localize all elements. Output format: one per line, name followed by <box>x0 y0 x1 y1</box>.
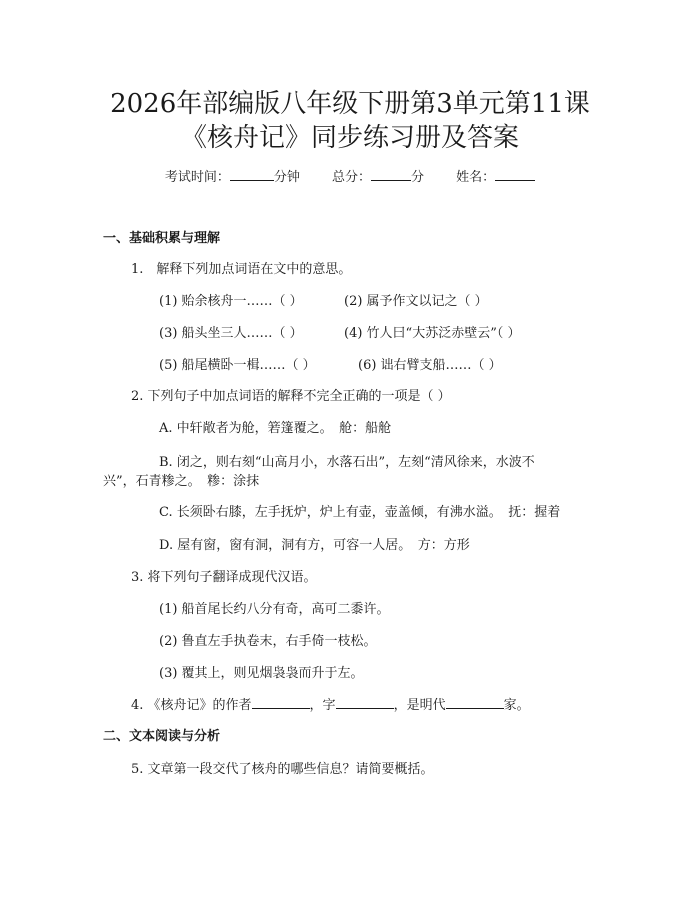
question-1-item-1: (1) 贻余核舟一……（ ） <box>159 294 303 309</box>
question-1-item-2: (2) 属予作文以记之（ ） <box>344 294 488 309</box>
page-title-line-1: 2026年部编版八年级下册第3单元第11课 <box>110 89 590 119</box>
question-3-item-2: (2) 鲁直左手执卷末，右手倚一枝松。 <box>159 634 377 649</box>
author-blank[interactable] <box>252 696 310 709</box>
student-name-field <box>456 170 535 185</box>
total-score-field <box>332 170 428 185</box>
question-3-item-1: (1) 船首尾长约八分有奇，高可二黍许。 <box>159 602 390 617</box>
question-3-stem: 3. 将下列句子翻译成现代汉语。 <box>131 570 317 585</box>
exam-info-row <box>0 168 700 187</box>
question-2-stem: 2. 下列句子中加点词语的解释不完全正确的一项是（ ） <box>131 389 451 404</box>
section-heading-2: 二、文本阅读与分析 <box>103 729 221 744</box>
exam-time-blank[interactable] <box>230 168 274 181</box>
question-2-option-b-line-2: 兴”，石青糁之。 糁：涂抹 <box>103 474 260 489</box>
question-1-item-5: (5) 船尾横卧一楫……（ ） <box>159 358 316 373</box>
question-4-text-4: 家。 <box>503 698 530 713</box>
question-1-stem: 1. 解释下列加点词语在文中的意思。 <box>131 262 352 277</box>
exam-time-field <box>165 170 304 185</box>
question-1-item-6: (6) 诎右臂支船……（ ） <box>358 358 502 373</box>
exam-time-unit: 分钟 <box>273 170 300 185</box>
question-4-text-1: 4. 《核舟记》的作者 <box>131 698 252 713</box>
question-3-item-3: (3) 覆其上，则见烟袅袅而升于左。 <box>159 666 364 681</box>
courtesy-name-blank[interactable] <box>336 696 394 709</box>
question-5-stem: 5. 文章第一段交代了核舟的哪些信息？请简要概括。 <box>131 762 434 777</box>
question-4 <box>131 696 530 715</box>
question-4-text-3: ，是明代 <box>393 698 446 713</box>
question-2-option-a: A. 中轩敞者为舱，箬篷覆之。 舱：船舱 <box>159 421 392 436</box>
question-2-option-b-line-1: B. 闭之，则右刻“山高月小，水落石出”，左刻“清风徐来，水波不 <box>159 455 535 470</box>
question-2-option-c: C. 长须卧右膝，左手抚炉，炉上有壶，壶盖倾，有沸水溢。 抚：握着 <box>159 505 561 520</box>
student-name-label: 姓名： <box>456 170 496 185</box>
exam-time-label: 考试时间： <box>164 170 230 185</box>
student-name-blank[interactable] <box>495 168 535 181</box>
question-1-item-3: (3) 船头坐三人……（ ） <box>159 326 303 341</box>
question-4-text-2: ，字 <box>309 698 336 713</box>
question-1-item-4: (4) 竹人曰“大苏泛赤壁云”（ ） <box>344 326 521 341</box>
total-score-label: 总分： <box>331 170 371 185</box>
section-heading-1: 一、基础积累与理解 <box>103 231 221 246</box>
occupation-blank[interactable] <box>446 696 504 709</box>
question-2-option-d: D. 屋有窗，窗有洞，洞有方，可容一人居。 方：方形 <box>159 538 470 553</box>
total-score-unit: 分 <box>411 170 425 185</box>
page-title-line-2: 《核舟记》同步练习册及答案 <box>180 123 519 153</box>
total-score-blank[interactable] <box>371 168 411 181</box>
